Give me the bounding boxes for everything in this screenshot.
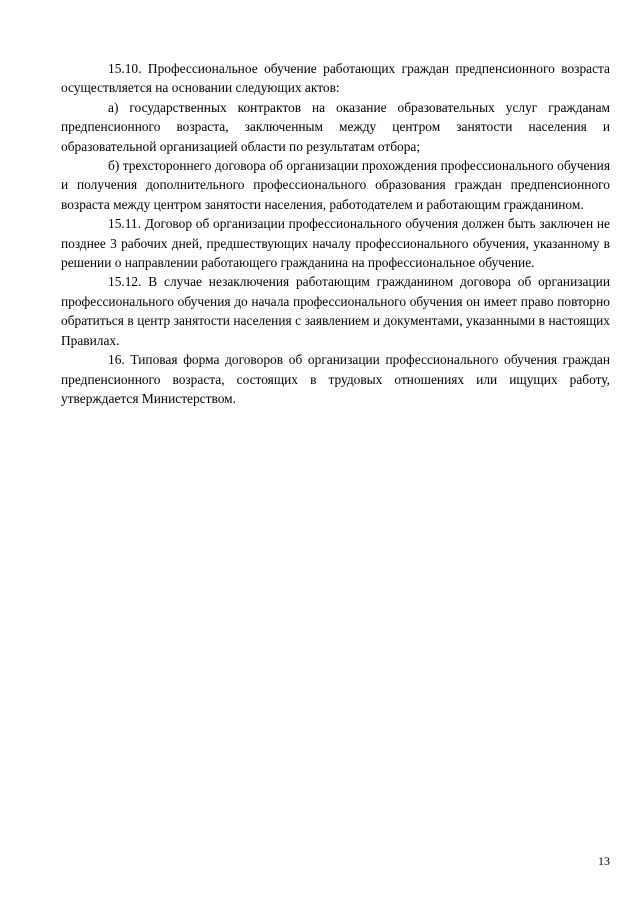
document-body xyxy=(61,59,610,408)
paragraph-15-10-b: б) трехстороннего договора об организации прохождения профессионального обучения и получения дополнительного профессионального образования граждан предпенсионного возраста между центром занятости населения, работодателем и работающим гражданином. xyxy=(61,158,610,212)
paragraph-15-10-a: а) государственных контрактов на оказание образовательных услуг гражданам предпенсионного возраста, заключенным между центром занятости населения и образовательной организацией области по результатам отбора; xyxy=(61,99,610,154)
paragraph-16: 16. Типовая форма договоров об организации профессионального обучения граждан предпенсионного возраста, состоящих в трудовых отношениях или ищущих работу, утверждается Министерством. xyxy=(61,352,610,406)
paragraph-15-12: 15.12. В случае незаключения работающим гражданином договора об организации профессионального обучения до начала профессионального обучения он имеет право повторно обратиться в центр занятости населения с заявлением и документами, указанными в настоящих Правилах. xyxy=(61,274,610,348)
paragraph-15-11: 15.11. Договор об организации профессионального обучения должен быть заключен не позднее 3 рабочих дней, предшествующих началу профессионального обучения, указанному в решении о направлении работающего гражданина на профессиональное обучение. xyxy=(61,216,610,271)
paragraph-15-10: 15.10. Профессиональное обучение работающих граждан предпенсионного возраста осуществляется на основании следующих актов: xyxy=(61,61,610,96)
page-number: 13 xyxy=(598,854,610,868)
